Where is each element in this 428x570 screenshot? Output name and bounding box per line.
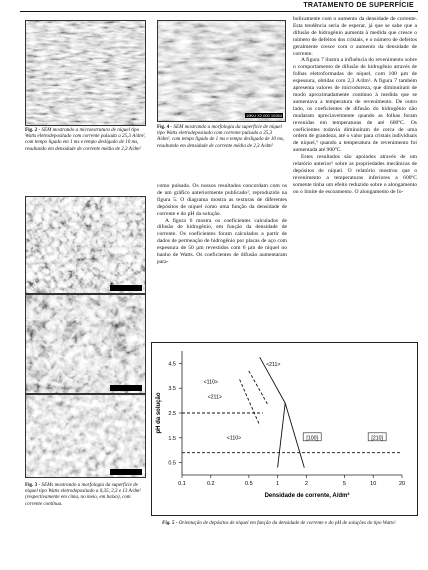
- body-text-middle-column: [157, 183, 287, 266]
- x-tick-label: 2: [304, 481, 308, 487]
- fig2-caption-text: - SEM mostrando a microestrutura de níquel tipo Watts eletrodepositado com corrente pulsada a 25,3 A/dm², com tempo ligado em 1 ms e tempo desligado de 10 ms, resultando em densidade de corrente média de 2,3 A/dm²: [25, 127, 146, 152]
- series-line-4: [240, 380, 260, 426]
- fig5-chart: [151, 342, 418, 516]
- paragraph: como pulsada. Os nossos resultados concordam com os de um gráfico anteriormente publicado², reproduzido na figura 5. O diagrama mostra as texturas de diferentes depósitos de níquel como uma função da densidade de corrente e do pH da solução.: [157, 183, 287, 217]
- fig4-image: [158, 21, 285, 121]
- paragraph: bolicamente com o aumento da densidade de corrente. Esta tendência seria de esperar, já que se sabe que a difusão de hidrogênio aumenta à medida que cresce o número de defeitos dos cristais, e o número de defeitos geralmente cresce com o aumento da densidade de corrente.: [293, 16, 417, 57]
- fig4-caption: [157, 124, 285, 149]
- paragraph: A figura 7 ilustra a influência do revenimento sobre o comportamento de difusão de hidrogênio através de folhas eletroformadas de níquel, com 100 µm de espessura, obtidas com 2,3 A/dm². A figura 7 também apresenta valores de microdureza, que diminuíram de modo aproximadamente contínuo à medida que se aumentava a temperatura de revenimento. De outro lado, os coeficientes de difusão do hidrogênio não mudaram apreciavelmente quando as folhas foram revenidas em temperaturas de até 600ºC. Os coeficientes todavia diminuíram de cerca de uma ordem de grandeza, até o valor para cristais individuais de níquel,³ quando a temperatura de revenimento foi aumentada até 900ºC.: [293, 57, 417, 154]
- journal-section-title: TRATAMENTO DE SUPERFÍCIE: [303, 2, 414, 9]
- y-tick-label: 2.5: [168, 411, 176, 417]
- fig3-micrograph-top: [25, 196, 146, 294]
- region-label: [210]: [371, 435, 383, 442]
- region-label: <211>: [207, 394, 222, 401]
- running-header: [0, 0, 428, 12]
- fig5-caption: [162, 520, 412, 526]
- fig5-label: Fig. 5: [162, 520, 175, 526]
- body-text-right-column: [293, 16, 417, 196]
- series-line-0: [260, 357, 286, 467]
- fig5-caption-text: - Orientação de depósitos de níquel em função da densidade de corrente e do pH de soluções do tipo Watts².: [174, 520, 397, 526]
- fig2-caption: [25, 127, 147, 152]
- series-line-1: [285, 403, 304, 468]
- fig2-label: Fig. 2: [25, 127, 38, 133]
- x-tick-label: 1: [276, 481, 280, 487]
- fig3-image-middle: [26, 295, 145, 393]
- fig3-image-bottom: [26, 395, 145, 477]
- x-tick-label: 0.1: [178, 481, 186, 487]
- region-label: <211>: [266, 362, 281, 369]
- series-line-5: [249, 371, 268, 406]
- x-tick-label: 0.2: [206, 481, 215, 487]
- fig4-caption-text: - SEM mostrando a morfologia da superfície de níquel tipo Watts eletrodepositado com corrente pulsada a 25,3 A/dm², com tempo ligado de 1 ms e tempo desligado de 10 ms, resultando em densidade de corrente média de 2,3 A/dm²: [157, 124, 285, 149]
- x-tick-label: 5: [342, 481, 346, 487]
- x-tick-label: 10: [370, 481, 377, 487]
- fig4-micrograph: [157, 20, 286, 122]
- fig3-label: Fig. 3: [25, 482, 38, 488]
- fig3-micrograph-bottom: [25, 394, 146, 478]
- fig3-caption-text: - SEMs mostrando a morfologia da superfície de níquel tipo Watts eletrodepositado a 0,35, 2,3 e 13 A/dm² (respectivamente em cima, no meio, em baixo), com corrente contínua.: [25, 482, 141, 507]
- x-tick-label: 0.5: [244, 481, 253, 487]
- y-tick-label: 0.5: [168, 460, 176, 467]
- paragraph: A figura 6 mostra os coeficientes calculados de difusão de hidrogênio, em função da densidade de corrente. Os coeficientes foram calculados a partir de dados de permeação de hidrogênio por placas de aço com espessura de 50 µm revestidos com 6 µm de níquel no banho de Watts. Os coeficientes de difusão aumentaram para-: [157, 217, 287, 265]
- y-axis-label: pH da solução: [156, 392, 162, 434]
- fig3-image-top: [26, 197, 145, 293]
- fig2-image: [26, 21, 145, 125]
- fig3-caption: [25, 482, 147, 507]
- y-tick-label: 1.5: [168, 435, 176, 442]
- header-rule: [20, 11, 418, 12]
- y-tick-label: 4.5: [168, 361, 176, 368]
- paragraph: Estes resultados são apoiados através de um relatório anterior⁵ sobre as propriedades mecânicas de depósitos de níquel. O relatório mostrou que o revenimento a temperaturas inferiores a 600ºC somente tinha um efeito reduzido sobre o alongamento ou o limite de escoamento. O alongamento de fo-: [293, 154, 417, 195]
- fig2-micrograph: [25, 20, 146, 126]
- x-tick-label: 20: [398, 481, 406, 487]
- region-label: <110>: [226, 435, 242, 442]
- fig3-micrograph-middle: [25, 294, 146, 394]
- x-axis-label: Densidade de corrente, A/dm²: [264, 493, 350, 499]
- y-tick-label: 3.5: [168, 386, 176, 393]
- fig5-chart-svg: [152, 343, 417, 515]
- region-label: [100]: [306, 435, 318, 442]
- region-label: <110>: [203, 379, 218, 386]
- fig4-label: Fig. 4: [157, 124, 170, 130]
- fig4-scale-bar: 10KU X2,000 10264: [245, 113, 282, 118]
